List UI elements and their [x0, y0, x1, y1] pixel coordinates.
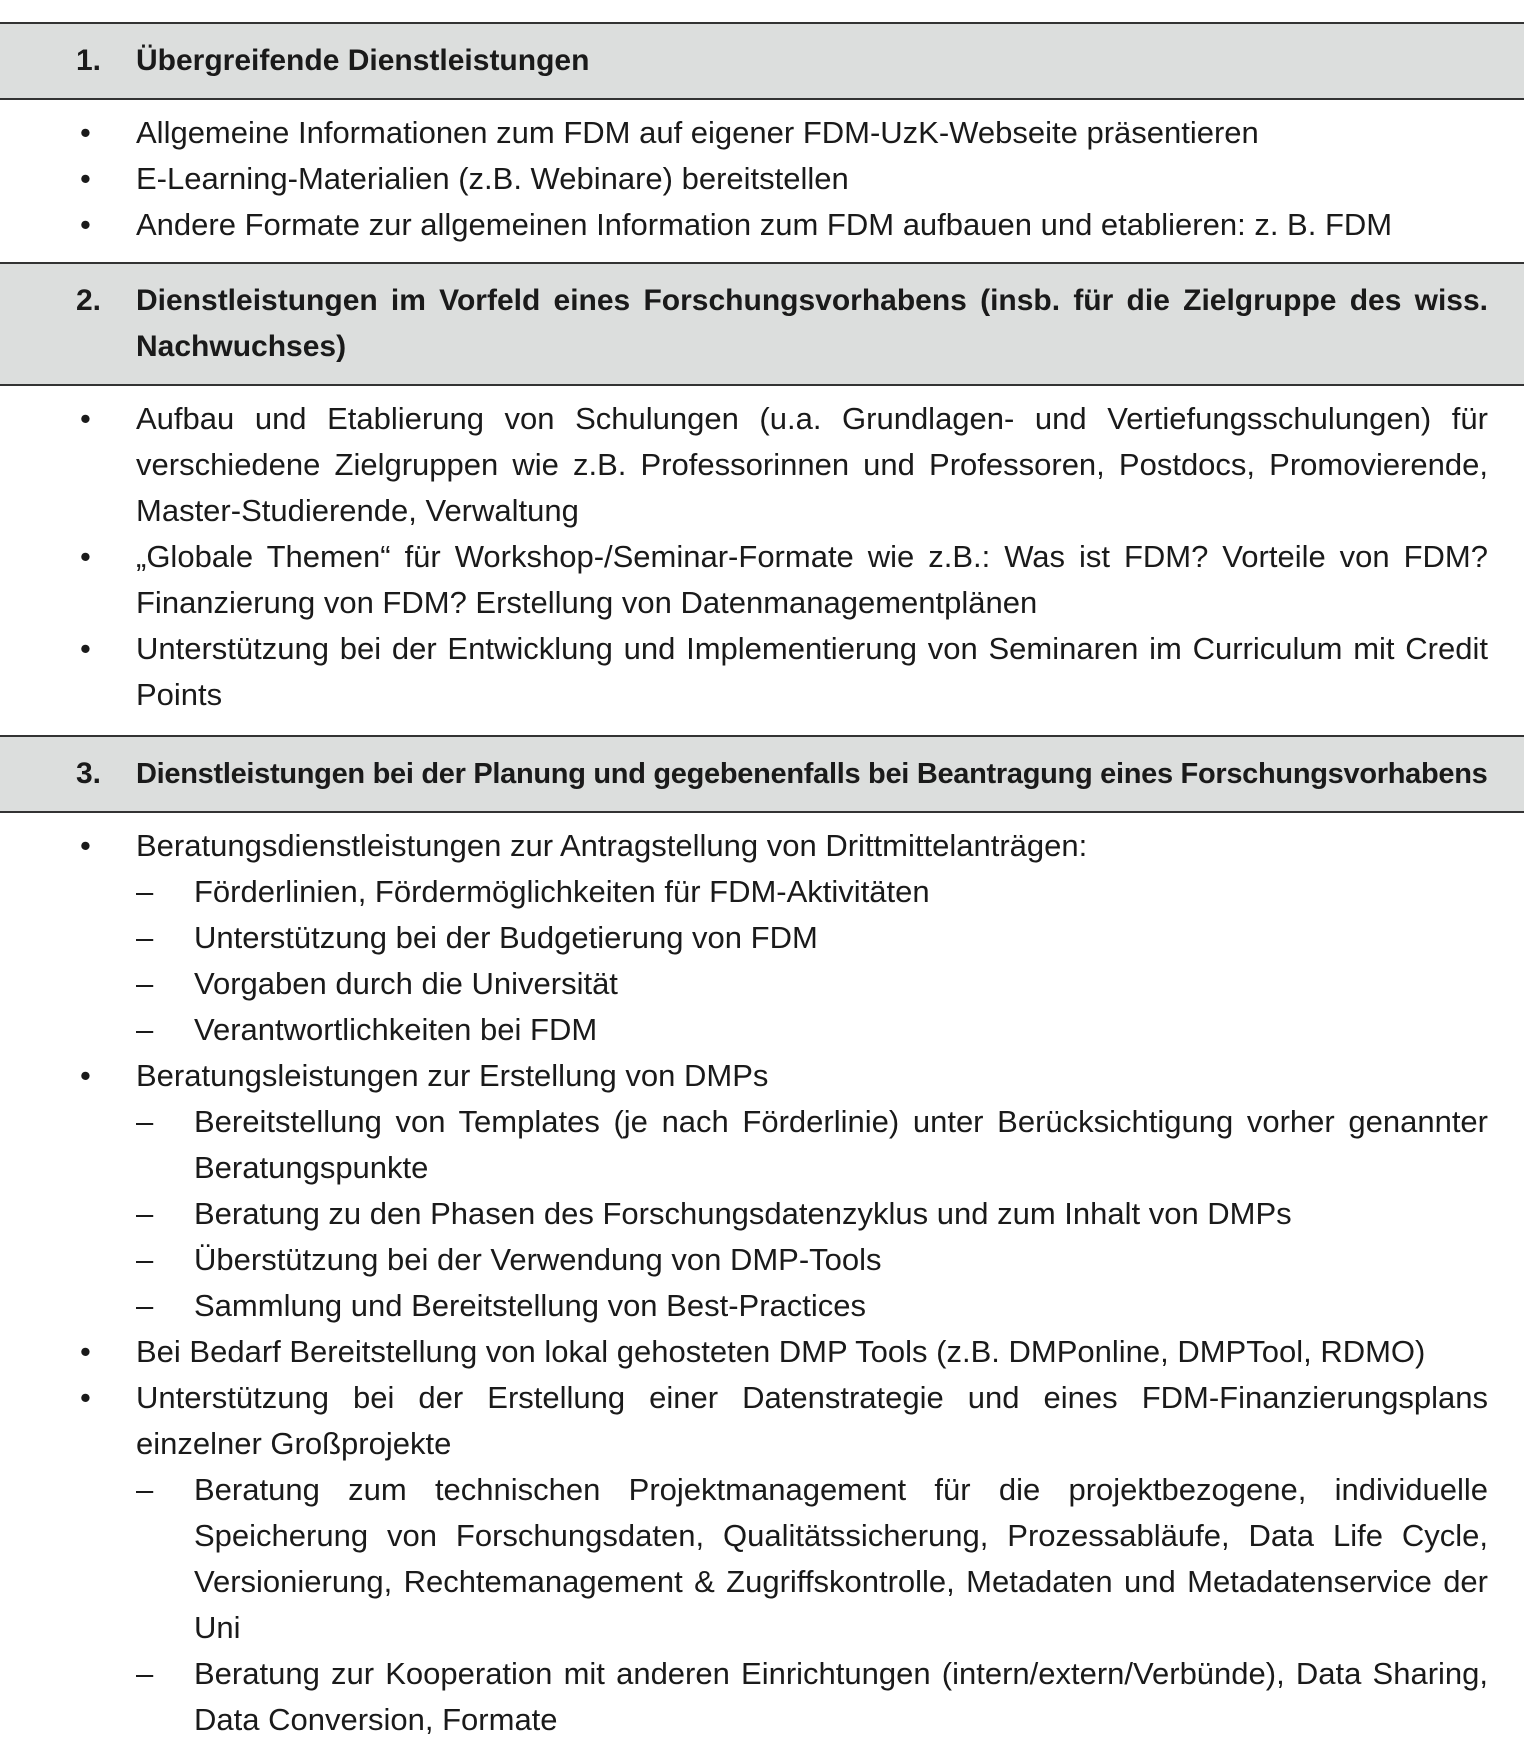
bullet-marker: •	[80, 1380, 91, 1415]
sub-list-item-text: Förderlinien, Fördermöglichkeiten für FDM-Aktivitäten	[194, 874, 930, 909]
dash-marker: –	[136, 1472, 154, 1507]
list-item	[0, 202, 1524, 248]
sub-list-item-text: Unterstützung bei der Budgetierung von FDM	[194, 920, 818, 955]
list-item-text: E-Learning-Materialien (z.B. Webinare) bereitstellen	[136, 161, 849, 196]
dash-marker: –	[136, 1656, 154, 1691]
list-item	[0, 156, 1524, 202]
section-title: Dienstleistungen bei der Planung und gegebenenfalls bei Beantragung eines Forschungsvorhabens	[136, 758, 1488, 790]
list-item-text: Unterstützung bei der Erstellung einer Datenstrategie und eines FDM-Finanzierungsplans einzelner Großprojekte	[136, 1380, 1488, 1461]
list-item	[0, 110, 1524, 156]
section-number: 2.	[76, 284, 102, 317]
bullet-marker: •	[80, 1334, 91, 1369]
section-number: 3.	[76, 757, 102, 790]
bullet-marker: •	[80, 539, 91, 574]
list-item-text: Unterstützung bei der Entwicklung und Implementierung von Seminaren im Curriculum mit Credit Points	[136, 631, 1488, 712]
sub-list-item-text: Vorgaben durch die Universität	[194, 966, 618, 1001]
list-item	[0, 1329, 1524, 1375]
dash-marker: –	[136, 1012, 154, 1047]
list-item	[0, 534, 1524, 626]
bullet-marker: •	[80, 161, 91, 196]
sub-list-item	[0, 1191, 1524, 1237]
sub-list-item-text: Beratung zur Kooperation mit anderen Einrichtungen (intern/extern/Verbünde), Data Sharing, Data Conversion, Formate	[194, 1656, 1488, 1737]
sub-list-item-text: Sammlung und Bereitstellung von Best-Practices	[194, 1288, 866, 1323]
sub-list-item-text: Bereitstellung von Templates (je nach Förderlinie) unter Berücksichtigung vorher genannter Beratungspunkte	[194, 1104, 1488, 1185]
section-3-header	[0, 735, 1524, 813]
sub-list-item	[0, 869, 1524, 915]
dash-marker: –	[136, 874, 154, 909]
list-item-text: Andere Formate zur allgemeinen Information zum FDM aufbauen und etablieren: z. B. FDM	[136, 207, 1393, 242]
sub-list-item	[0, 915, 1524, 961]
list-item-text: „Globale Themen“ für Workshop-/Seminar-Formate wie z.B.: Was ist FDM? Vorteile von FDM? Finanzierung von FDM? Erstellung von Datenmanagementplänen	[136, 539, 1488, 620]
list-item	[0, 1053, 1524, 1099]
sub-list-item	[0, 1467, 1524, 1651]
sub-list-item-text: Verantwortlichkeiten bei FDM	[194, 1012, 598, 1047]
bullet-marker: •	[80, 115, 91, 150]
list-item	[0, 823, 1524, 869]
dash-marker: –	[136, 1242, 154, 1277]
list-item-text: Beratungsdienstleistungen zur Antragstellung von Drittmittelanträgen:	[136, 828, 1088, 863]
bullet-marker: •	[80, 401, 91, 436]
dash-marker: –	[136, 1104, 154, 1139]
sub-list-item	[0, 1651, 1524, 1743]
list-item	[0, 1375, 1524, 1467]
document	[0, 22, 1524, 1749]
section-1-body	[0, 100, 1524, 262]
bullet-marker: •	[80, 631, 91, 666]
sub-list-item-text: Überstützung bei der Verwendung von DMP-Tools	[194, 1242, 882, 1277]
list-item-text: Beratungsleistungen zur Erstellung von DMPs	[136, 1058, 769, 1093]
list-item	[0, 396, 1524, 534]
sub-list-item	[0, 1007, 1524, 1053]
bullet-marker: •	[80, 1058, 91, 1093]
section-title: Übergreifende Dienstleistungen	[136, 44, 590, 77]
list-item-text: Allgemeine Informationen zum FDM auf eigener FDM-UzK-Webseite präsentieren	[136, 115, 1259, 150]
section-2-body	[0, 386, 1524, 735]
section-number: 1.	[76, 44, 102, 77]
sub-list-item	[0, 1099, 1524, 1191]
dash-marker: –	[136, 966, 154, 1001]
list-item	[0, 626, 1524, 718]
section-3-body	[0, 813, 1524, 1749]
section-2-header	[0, 262, 1524, 386]
sub-list-item	[0, 1237, 1524, 1283]
bullet-marker: •	[80, 828, 91, 863]
sub-list-item-text: Beratung zu den Phasen des Forschungsdatenzyklus und zum Inhalt von DMPs	[194, 1196, 1292, 1231]
sub-list-item-text: Beratung zum technischen Projektmanagement für die projektbezogene, individuelle Speicherung von Forschungsdaten, Qualitätssicherung, Prozessabläufe, Data Life Cycle, Versionierung, Rechtemanagement & Zugriffskontrolle, Metadaten und Metadatenservice der Uni	[194, 1472, 1488, 1645]
dash-marker: –	[136, 1288, 154, 1323]
sub-list-item	[0, 1283, 1524, 1329]
dash-marker: –	[136, 920, 154, 955]
dash-marker: –	[136, 1196, 154, 1231]
list-item-text: Bei Bedarf Bereitstellung von lokal gehosteten DMP Tools (z.B. DMPonline, DMPTool, RDMO)	[136, 1334, 1426, 1369]
sub-list-item	[0, 961, 1524, 1007]
list-item-text: Aufbau und Etablierung von Schulungen (u.a. Grundlagen- und Vertiefungsschulungen) für verschiedene Zielgruppen wie z.B. Professorinnen und Professoren, Postdocs, Promovierende, Master-Studierende, Verwaltung	[136, 401, 1488, 528]
section-1-header	[0, 22, 1524, 100]
bullet-marker: •	[80, 207, 91, 242]
section-title: Dienstleistungen im Vorfeld eines Forschungsvorhabens (insb. für die Zielgruppe des wiss. Nachwuchses)	[136, 284, 1488, 363]
